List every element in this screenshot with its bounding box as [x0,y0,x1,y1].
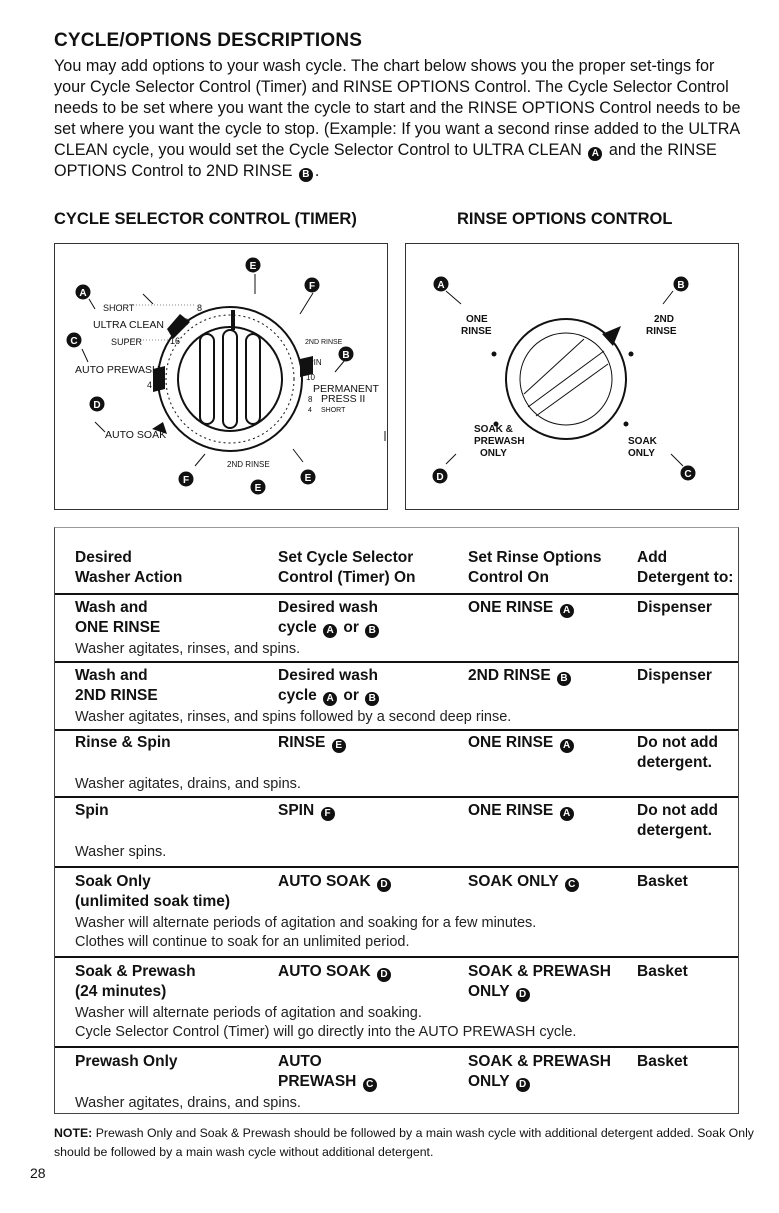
row-rinse: SOAK & PREWASH [468,1053,611,1070]
rinse-dial-panel [405,243,739,510]
row-description: Washer will alternate periods of agitation and soaking for a few minutes. [75,915,537,931]
badge-a: A [323,692,337,706]
row-rinse: ONE RINSE A [468,733,576,753]
dial-label-short-2: SHORT [321,407,346,414]
row-description: Washer will alternate periods of agitation and soaking. [75,1005,422,1021]
header-desired: Desired [75,549,132,566]
row-action-2: ONE RINSE [75,619,161,636]
header-control-on: Control On [468,569,549,586]
table-divider [55,956,738,958]
badge-a: A [560,739,574,753]
dial-number-16: 16 [170,336,181,346]
row-rinse: SOAK & PREWASH [468,963,611,980]
table-divider [55,796,738,798]
row-detergent-2: detergent. [637,754,712,771]
badge-b: B [365,692,379,706]
intro-text-3: . [314,162,320,180]
row-detergent: Do not add [637,734,718,751]
rinse-label-soak-and: SOAK & [474,424,513,435]
header-detergent: Detergent to: [637,569,734,586]
dial-number-10b: 10 [306,373,315,382]
intro-text-2: and the RINSE OPTIONS Control to 2ND RINSE [54,141,717,180]
rinse-label-soak: SOAK [628,436,657,447]
dial-number-10: 10 [179,317,190,327]
badge-d: D [377,968,391,982]
dial-label-2nd-rinse-top: 2ND RINSE [305,339,343,346]
dial-badge-e-top: E [249,261,257,272]
table-header [75,548,740,592]
dial-number-8: 8 [197,303,203,313]
row-action: Wash and [75,667,148,684]
header-control-timer: Control (Timer) On [278,569,416,586]
row-cycle-2: cycle A or B [278,686,381,706]
cycle-selector-heading: CYCLE SELECTOR CONTROL (TIMER) [54,210,357,228]
dial-number-4: 4 [147,380,153,390]
dial-badge-f-bottom: F [182,475,190,486]
row-cycle-2: cycle A or B [278,618,381,638]
row-rinse: SOAK ONLY C [468,872,581,892]
note-label: NOTE: [54,1126,93,1140]
header-washer-action: Washer Action [75,569,183,586]
dial-label-super: SUPER [111,337,143,347]
rinse-label-rinse: RINSE [461,326,492,337]
table-divider [55,729,738,731]
dial-label-ultra-clean: ULTRA CLEAN [93,319,164,331]
row-detergent: Basket [637,1053,688,1070]
row-rinse: ONE RINSE A [468,801,576,821]
dial-badge-e-right: E [304,473,312,484]
rinse-label-2nd: 2ND [654,314,675,325]
badge-a: A [560,604,574,618]
rinse-label-2nd-rinse: RINSE [646,326,677,337]
row-description: Washer spins. [75,844,167,860]
rinse-badge-c: C [684,469,692,480]
table-divider [55,1046,738,1048]
badge-e: E [332,739,346,753]
settings-table [54,527,739,1114]
badge-b: B [557,672,571,686]
row-action-2: 2ND RINSE [75,687,158,704]
row-action: Soak & Prewash [75,963,196,980]
rinse-badge-a: A [437,280,445,291]
dial-label-spin: SPIN [303,358,322,367]
badge-c: C [565,878,579,892]
dial-label-auto-soak: AUTO SOAK [105,429,167,441]
page-heading: CYCLE/OPTIONS DESCRIPTIONS [54,30,363,51]
rinse-label-prewash: PREWASH [474,436,525,447]
row-cycle: SPIN F [278,801,337,821]
page-number: 28 [30,1165,46,1181]
badge-b: B [365,624,379,638]
dial-label-2nd-rinse-bottom: 2ND RINSE [227,460,270,469]
dial-label-press-ii: PRESS II [321,393,366,405]
rinse-options-heading: RINSE OPTIONS CONTROL [457,210,673,228]
row-rinse-2: ONLY D [468,1072,532,1092]
header-set-rinse: Set Rinse Options [468,549,602,566]
row-cycle: AUTO [278,1053,322,1070]
note-text: Prewash Only and Soak & Prewash should be followed by a main wash cycle with additional detergent added. Soak Only should be followed by a main wash cycle without additional detergent. [54,1126,754,1159]
row-description: Washer agitates, rinses, and spins. [75,641,301,657]
timer-dial-illustration [55,244,387,509]
row-cycle: Desired wash [278,667,378,684]
dial-badge-c: C [70,336,78,347]
row-cycle: AUTO SOAK D [278,962,393,982]
dial-badge-d: D [93,400,101,411]
row-detergent: Basket [637,873,688,890]
row-description: Washer agitates, drains, and spins. [75,776,301,792]
row-action: Wash and [75,599,148,616]
row-detergent: Do not add [637,802,718,819]
rinse-label-only-left: ONLY [480,448,507,459]
dial-badge-f-top: F [308,281,316,292]
dial-label-short: SHORT [103,303,135,313]
table-divider [55,866,738,868]
badge-a: A [560,807,574,821]
row-cycle-2: PREWASH C [278,1072,379,1092]
row-description-2: Clothes will continue to soak for an unlimited period. [75,934,410,950]
rinse-label-only-right: ONLY [628,448,655,459]
dial-badge-b: B [342,350,350,361]
rinse-badge-b: B [677,280,685,291]
timer-dial-panel [54,243,388,510]
table-divider [55,593,738,595]
row-detergent-2: detergent. [637,822,712,839]
intro-text-1: You may add options to your wash cycle. The chart below shows you the proper set-tings for your Cycle Selector Control (Timer) and RINSE OPTIONS Control. The Cycle Selector Control needs to be set where you want the cycle to start and the RINSE OPTIONS Control needs to be set where you want the cycle to stop. (Example: If you want a second rinse added to the ULTRA CLEAN cycle, you would set the Cycle Selector Control to ULTRA CLEAN [54,57,741,159]
rinse-dial-illustration [406,244,738,509]
row-detergent: Basket [637,963,688,980]
row-cycle: Desired wash [278,599,378,616]
row-rinse: ONE RINSE A [468,598,576,618]
badge-d: D [516,1078,530,1092]
dial-badge-a: A [79,288,87,299]
row-description: Washer agitates, drains, and spins. [75,1095,301,1111]
row-action: Soak Only [75,873,151,890]
row-cycle: AUTO SOAK D [278,872,393,892]
row-action: Prewash Only [75,1053,178,1070]
table-divider [55,661,738,663]
dial-number-4b: 4 [308,407,312,414]
row-cycle: RINSE E [278,733,348,753]
row-rinse: 2ND RINSE B [468,666,573,686]
intro-badge-a: A [588,147,602,161]
badge-a: A [323,624,337,638]
row-detergent: Dispenser [637,599,712,616]
badge-c: C [363,1078,377,1092]
badge-d: D [377,878,391,892]
header-add: Add [637,549,668,566]
row-description: Washer agitates, rinses, and spins followed by a second deep rinse. [75,709,512,725]
header-set-cycle: Set Cycle Selector [278,549,414,566]
dial-label-permanent: PERMANENT [313,383,379,395]
dial-label-auto-prewash: AUTO PREWASH [75,364,160,376]
badge-f: F [321,807,335,821]
row-detergent: Dispenser [637,667,712,684]
dial-number-8b: 8 [308,395,313,404]
row-description-2: Cycle Selector Control (Timer) will go directly into the AUTO PREWASH cycle. [75,1024,577,1040]
footnote [54,1124,754,1162]
row-rinse-2: ONLY D [468,982,532,1002]
dial-badge-e-bottom: E [254,483,262,494]
rinse-label-one: ONE [466,314,488,325]
rinse-badge-d: D [436,472,444,483]
row-action-2: (unlimited soak time) [75,893,231,910]
row-action: Spin [75,802,109,819]
intro-paragraph [54,56,744,182]
badge-d: D [516,988,530,1002]
row-action-2: (24 minutes) [75,983,167,1000]
intro-badge-b: B [299,168,313,182]
row-action: Rinse & Spin [75,734,171,751]
